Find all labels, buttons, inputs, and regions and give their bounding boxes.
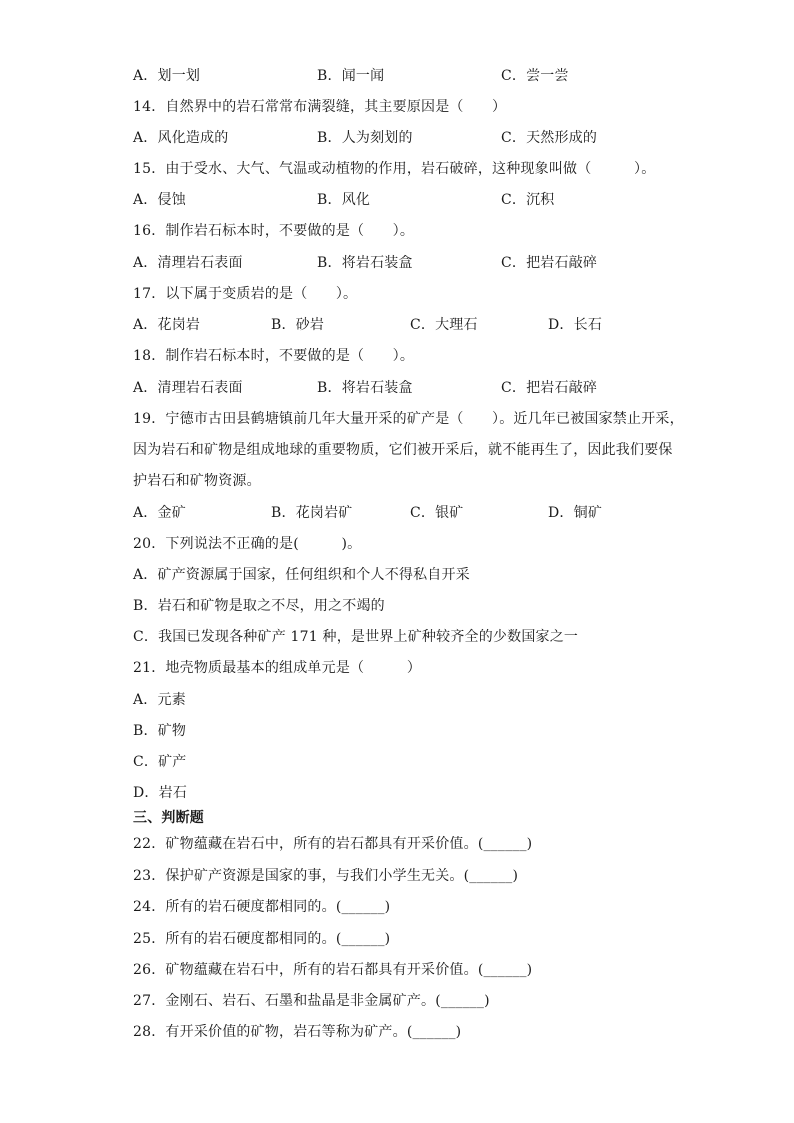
answer-option: C．把岩石敲碎: [501, 380, 598, 396]
answer-option: B．闻一闻: [317, 68, 385, 84]
option-row: [133, 190, 673, 210]
answer-option: B．花岗岩矿: [271, 505, 353, 521]
option-row: [133, 128, 673, 148]
answer-option: A．清理岩石表面: [133, 380, 243, 396]
question-text: D．岩石: [133, 785, 188, 801]
answer-option: C．把岩石敲碎: [501, 255, 598, 271]
question-text: A．元素: [133, 692, 186, 708]
question-text: 18．制作岩石标本时，不要做的是（ ）。: [133, 348, 415, 364]
question-text: A．矿产资源属于国家，任何组织和个人不得私自开采: [133, 567, 470, 583]
answer-option: C．大理石: [410, 317, 478, 333]
answer-option: C．尝一尝: [501, 68, 569, 84]
answer-option: C．天然形成的: [501, 130, 598, 146]
question-text: 24．所有的岩石硬度都相同的。(______): [133, 899, 391, 915]
question-text: C．我国已发现各种矿产 171 种，是世界上矿种较齐全的少数国家之一: [133, 629, 579, 645]
answer-option: A．划一划: [133, 68, 201, 84]
question-text: 17．以下属于变质岩的是（ ）。: [133, 286, 358, 302]
question-text: 20．下列说法不正确的是( )。: [133, 536, 362, 552]
question-text: 14．自然界中的岩石常常布满裂缝，其主要原因是（ ）: [133, 99, 507, 115]
question-text: 23．保护矿产资源是国家的事，与我们小学生无关。(______): [133, 868, 519, 884]
question-text: B．岩石和矿物是取之不尽，用之不竭的: [133, 598, 385, 614]
question-text: B．矿物: [133, 723, 187, 739]
question-text: 护岩石和矿物资源。: [133, 473, 261, 489]
answer-option: B．砂岩: [271, 317, 325, 333]
question-text: 26．矿物蕴藏在岩石中，所有的岩石都具有开采价值。(______): [133, 962, 533, 978]
option-row: [133, 66, 673, 86]
question-text: 15．由于受水、大气、气温或动植物的作用，岩石破碎，这种现象叫做（ ）。: [133, 161, 656, 177]
answer-option: A．风化造成的: [133, 130, 229, 146]
answer-option: C．沉积: [501, 192, 555, 208]
question-text: 19．宁德市古田县鹤塘镇前几年大量开采的矿产是（ ）。近几年已被国家禁止开采，: [133, 411, 684, 427]
answer-option: B．人为刻划的: [317, 130, 413, 146]
question-text: 16．制作岩石标本时，不要做的是（ ）。: [133, 223, 415, 239]
question-text: 21．地壳物质最基本的组成单元是（ ）: [133, 660, 422, 676]
answer-option: A．侵蚀: [133, 192, 186, 208]
section-heading: 三、判断题: [133, 810, 204, 826]
question-text: 28．有开采价值的矿物，岩石等称为矿产。(______): [133, 1024, 462, 1040]
answer-option: B．将岩石装盒: [317, 380, 413, 396]
option-row: [133, 253, 673, 273]
question-text: 22．矿物蕴藏在岩石中，所有的岩石都具有开采价值。(______): [133, 836, 533, 852]
answer-option: B．将岩石装盒: [317, 255, 413, 271]
option-row: [133, 315, 673, 335]
question-text: 27．金刚石、岩石、石墨和盐晶是非金属矿产。(______): [133, 993, 490, 1009]
answer-option: C．银矿: [410, 505, 464, 521]
answer-option: A．花岗岩: [133, 317, 201, 333]
question-text: 因为岩石和矿物是组成地球的重要物质，它们被开采后，就不能再生了，因此我们要保: [133, 442, 673, 458]
answer-option: D．长石: [548, 317, 603, 333]
question-text: 25．所有的岩石硬度都相同的。(______): [133, 931, 391, 947]
answer-option: A．清理岩石表面: [133, 255, 243, 271]
answer-option: D．铜矿: [548, 505, 603, 521]
answer-option: B．风化: [317, 192, 371, 208]
option-row: [133, 378, 673, 398]
question-text: C．矿产: [133, 754, 187, 770]
option-row: [133, 503, 673, 523]
answer-option: A．金矿: [133, 505, 186, 521]
